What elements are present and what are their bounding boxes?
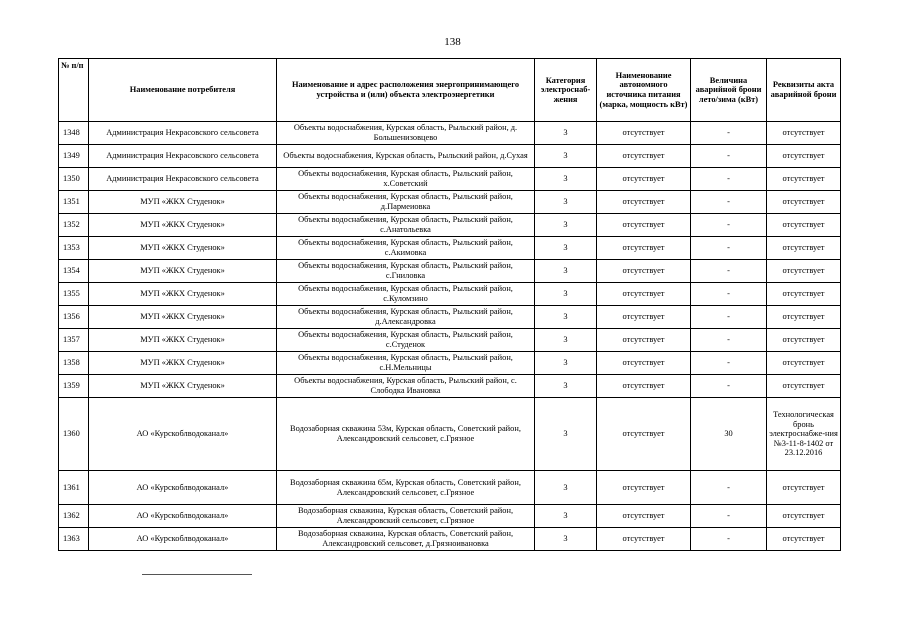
cell-reserve: - — [691, 168, 767, 191]
cell-consumer: Администрация Некрасовского сельсовета — [89, 168, 277, 191]
cell-requisites: отсутствует — [767, 505, 841, 528]
cell-autonomous: отсутствует — [597, 214, 691, 237]
table-row — [59, 260, 841, 283]
cell-object: Водозаборная скважина, Курская область, Советский район, Александровский сельсовет, с.Грязное — [277, 505, 535, 528]
cell-requisites: отсутствует — [767, 168, 841, 191]
cell-reserve: - — [691, 375, 767, 398]
cell-no: 1358 — [59, 352, 89, 375]
cell-object: Объекты водоснабжения, Курская область, Рыльский район, с. Слободка Ивановка — [277, 375, 535, 398]
cell-reserve: - — [691, 306, 767, 329]
table-row — [59, 471, 841, 505]
cell-object: Объекты водоснабжения, Курская область, Рыльский район, с.Анатольевка — [277, 214, 535, 237]
cell-requisites: отсутствует — [767, 306, 841, 329]
table-row — [59, 329, 841, 352]
cell-no: 1362 — [59, 505, 89, 528]
table-row — [59, 505, 841, 528]
cell-consumer: АО «Курскоблводоканал» — [89, 398, 277, 471]
cell-reserve: - — [691, 191, 767, 214]
cell-consumer: МУП «ЖКХ Студенок» — [89, 306, 277, 329]
table-row — [59, 191, 841, 214]
cell-requisites: отсутствует — [767, 528, 841, 551]
cell-reserve: - — [691, 214, 767, 237]
cell-consumer: Администрация Некрасовского сельсовета — [89, 145, 277, 168]
cell-no: 1361 — [59, 471, 89, 505]
cell-consumer: АО «Курскоблводоканал» — [89, 528, 277, 551]
cell-requisites: отсутствует — [767, 283, 841, 306]
footer-divider — [142, 574, 252, 575]
cell-consumer: Администрация Некрасовского сельсовета — [89, 122, 277, 145]
cell-object: Объекты водоснабжения, Курская область, Рыльский район, с.Куломзино — [277, 283, 535, 306]
cell-autonomous: отсутствует — [597, 471, 691, 505]
cell-consumer: АО «Курскоблводоканал» — [89, 471, 277, 505]
cell-category: 3 — [535, 214, 597, 237]
cell-consumer: МУП «ЖКХ Студенок» — [89, 352, 277, 375]
cell-reserve: - — [691, 471, 767, 505]
consumers-table — [58, 58, 841, 551]
cell-category: 3 — [535, 260, 597, 283]
cell-object: Водозаборная скважина 65м, Курская область, Советский район, Александровский сельсовет, с.Грязное — [277, 471, 535, 505]
table-row — [59, 306, 841, 329]
cell-autonomous: отсутствует — [597, 329, 691, 352]
table-row — [59, 237, 841, 260]
table-row — [59, 168, 841, 191]
cell-consumer: МУП «ЖКХ Студенок» — [89, 283, 277, 306]
cell-object: Объекты водоснабжения, Курская область, Рыльский район, д.Пармеиовка — [277, 191, 535, 214]
cell-object: Объекты водоснабжения, Курская область, Рыльский район, х.Советский — [277, 168, 535, 191]
cell-consumer: МУП «ЖКХ Студенок» — [89, 214, 277, 237]
cell-autonomous: отсутствует — [597, 306, 691, 329]
cell-reserve: - — [691, 505, 767, 528]
cell-consumer: МУП «ЖКХ Студенок» — [89, 191, 277, 214]
cell-object: Объекты водоснабжения, Курская область, Рыльский район, д.Сухая — [277, 145, 535, 168]
table-row — [59, 352, 841, 375]
table-row — [59, 283, 841, 306]
cell-consumer: АО «Курскоблводоканал» — [89, 505, 277, 528]
table-header-row — [59, 59, 841, 122]
cell-object: Водозаборная скважина 53м, Курская область, Советский район, Александровский сельсовет, с.Грязное — [277, 398, 535, 471]
cell-consumer: МУП «ЖКХ Студенок» — [89, 237, 277, 260]
cell-reserve: - — [691, 145, 767, 168]
cell-category: 3 — [535, 145, 597, 168]
cell-requisites: Технологическая бронь электроснабже-ния №3-11-8-1402 от 23.12.2016 — [767, 398, 841, 471]
cell-reserve: - — [691, 528, 767, 551]
cell-autonomous: отсутствует — [597, 283, 691, 306]
cell-no: 1354 — [59, 260, 89, 283]
cell-autonomous: отсутствует — [597, 260, 691, 283]
cell-category: 3 — [535, 191, 597, 214]
cell-object: Объекты водоснабжения, Курская область, Рыльский район, с.Акимовка — [277, 237, 535, 260]
cell-category: 3 — [535, 122, 597, 145]
cell-requisites: отсутствует — [767, 237, 841, 260]
cell-no: 1348 — [59, 122, 89, 145]
table-row — [59, 122, 841, 145]
cell-requisites: отсутствует — [767, 260, 841, 283]
cell-object: Объекты водоснабжения, Курская область, Рыльский район, д.Александровка — [277, 306, 535, 329]
header-object: Наименование и адрес расположения энергопринимающего устройства и (или) объекта электроэнергетики — [277, 59, 535, 122]
cell-no: 1360 — [59, 398, 89, 471]
cell-reserve: - — [691, 329, 767, 352]
cell-autonomous: отсутствует — [597, 352, 691, 375]
cell-no: 1359 — [59, 375, 89, 398]
cell-category: 3 — [535, 352, 597, 375]
cell-autonomous: отсутствует — [597, 528, 691, 551]
cell-category: 3 — [535, 375, 597, 398]
cell-no: 1351 — [59, 191, 89, 214]
header-autonomous: Наименование автономного источника питания (марка, мощность кВт) — [597, 59, 691, 122]
cell-autonomous: отсутствует — [597, 168, 691, 191]
cell-object: Объекты водоснабжения, Курская область, Рыльский район, с.Н.Мельницы — [277, 352, 535, 375]
cell-category: 3 — [535, 505, 597, 528]
header-no: № п/п — [59, 59, 89, 122]
cell-no: 1349 — [59, 145, 89, 168]
cell-category: 3 — [535, 237, 597, 260]
cell-requisites: отсутствует — [767, 329, 841, 352]
cell-reserve: - — [691, 283, 767, 306]
cell-requisites: отсутствует — [767, 214, 841, 237]
cell-requisites: отсутствует — [767, 122, 841, 145]
header-reserve: Величина аварийной брони лето/зима (кВт) — [691, 59, 767, 122]
cell-object: Объекты водоснабжения, Курская область, Рыльский район, д. Большенизовцево — [277, 122, 535, 145]
cell-reserve: - — [691, 260, 767, 283]
cell-requisites: отсутствует — [767, 191, 841, 214]
cell-no: 1357 — [59, 329, 89, 352]
cell-requisites: отсутствует — [767, 352, 841, 375]
cell-requisites: отсутствует — [767, 471, 841, 505]
cell-reserve: - — [691, 122, 767, 145]
header-consumer: Наименование потребителя — [89, 59, 277, 122]
table-row — [59, 375, 841, 398]
cell-category: 3 — [535, 528, 597, 551]
cell-reserve: 30 — [691, 398, 767, 471]
cell-no: 1356 — [59, 306, 89, 329]
cell-autonomous: отсутствует — [597, 237, 691, 260]
cell-no: 1363 — [59, 528, 89, 551]
cell-autonomous: отсутствует — [597, 122, 691, 145]
header-requisites: Реквизиты акта аварийной брони — [767, 59, 841, 122]
cell-object: Водозаборная скважина, Курская область, Советский район, Александровский сельсовет, д.Грязноивановка — [277, 528, 535, 551]
cell-autonomous: отсутствует — [597, 145, 691, 168]
cell-category: 3 — [535, 283, 597, 306]
page-number: 138 — [444, 36, 461, 48]
cell-requisites: отсутствует — [767, 145, 841, 168]
header-category: Категория электроснаб-жения — [535, 59, 597, 122]
cell-no: 1353 — [59, 237, 89, 260]
table-row — [59, 214, 841, 237]
cell-autonomous: отсутствует — [597, 398, 691, 471]
cell-reserve: - — [691, 352, 767, 375]
cell-autonomous: отсутствует — [597, 375, 691, 398]
cell-autonomous: отсутствует — [597, 505, 691, 528]
cell-consumer: МУП «ЖКХ Студенок» — [89, 329, 277, 352]
cell-autonomous: отсутствует — [597, 191, 691, 214]
cell-category: 3 — [535, 306, 597, 329]
table-row — [59, 528, 841, 551]
cell-consumer: МУП «ЖКХ Студенок» — [89, 375, 277, 398]
cell-object: Объекты водоснабжения, Курская область, Рыльский район, с.Гниловка — [277, 260, 535, 283]
cell-consumer: МУП «ЖКХ Студенок» — [89, 260, 277, 283]
cell-category: 3 — [535, 398, 597, 471]
cell-reserve: - — [691, 237, 767, 260]
table-row — [59, 145, 841, 168]
cell-no: 1352 — [59, 214, 89, 237]
cell-requisites: отсутствует — [767, 375, 841, 398]
cell-category: 3 — [535, 471, 597, 505]
cell-category: 3 — [535, 168, 597, 191]
table-row — [59, 398, 841, 471]
cell-no: 1350 — [59, 168, 89, 191]
cell-object: Объекты водоснабжения, Курская область, Рыльский район, с.Студенок — [277, 329, 535, 352]
cell-category: 3 — [535, 329, 597, 352]
cell-no: 1355 — [59, 283, 89, 306]
